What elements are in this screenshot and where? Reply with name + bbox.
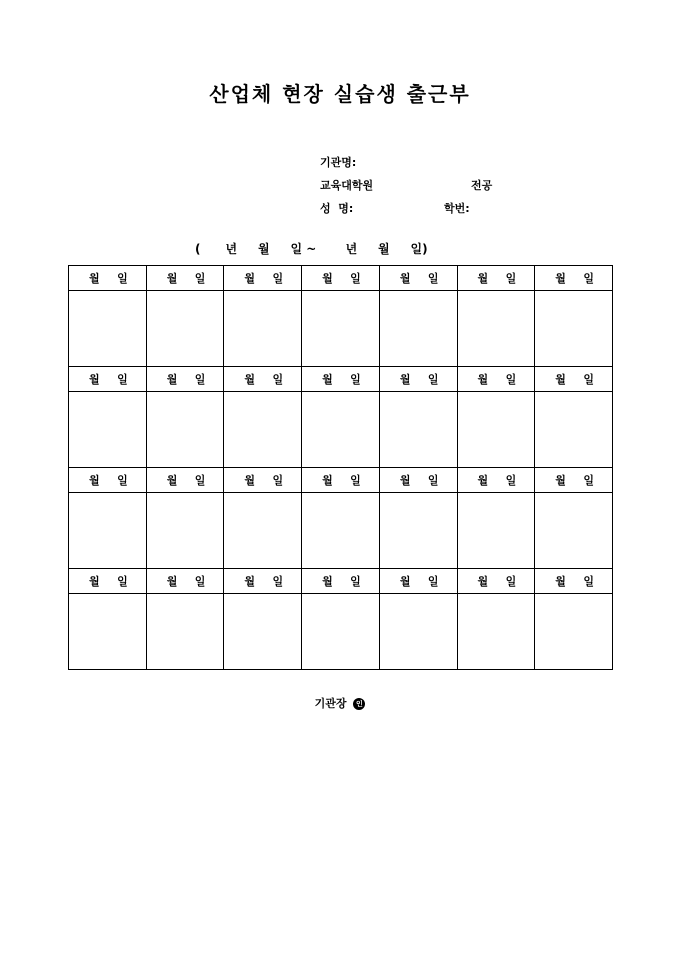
date-header-cell xyxy=(379,367,457,392)
day-label: 일 xyxy=(427,575,439,588)
day-label: 일 xyxy=(194,272,206,285)
date-header-cell xyxy=(69,367,147,392)
day-label: 일 xyxy=(427,474,439,487)
date-header-cell xyxy=(535,569,613,594)
date-header-cell xyxy=(146,569,224,594)
date-header-cell xyxy=(224,569,302,594)
signature-cell[interactable] xyxy=(224,392,302,468)
signature-cell[interactable] xyxy=(69,392,147,468)
month-label: 월 xyxy=(166,474,178,487)
day-label: 일 xyxy=(350,575,361,588)
date-header-row xyxy=(69,569,613,594)
month-label: 월 xyxy=(89,373,100,386)
attendance-table xyxy=(68,265,613,670)
day-label: 일 xyxy=(117,373,128,386)
date-header-cell xyxy=(69,266,147,291)
signature-row xyxy=(69,392,613,468)
day-label: 일 xyxy=(583,373,594,386)
day-label: 일 xyxy=(117,272,128,285)
signature-cell[interactable] xyxy=(535,392,613,468)
day-label: 일 xyxy=(505,272,517,285)
date-header-cell xyxy=(535,266,613,291)
month-label: 월 xyxy=(244,272,256,285)
month-label: 월 xyxy=(89,272,100,285)
month-label: 월 xyxy=(555,474,566,487)
day-label: 일 xyxy=(194,373,206,386)
month-label: 월 xyxy=(322,474,333,487)
signature-cell[interactable] xyxy=(379,594,457,670)
period-line: ( 년 월 일 ~ 년 월 일) xyxy=(195,242,428,256)
month-label: 월 xyxy=(399,272,411,285)
month-label: 월 xyxy=(244,373,256,386)
student-id-label: 학번: xyxy=(444,202,470,215)
day-label: 일 xyxy=(272,575,284,588)
signature-cell[interactable] xyxy=(146,493,224,569)
name-label: 성 명: xyxy=(320,202,354,215)
signature-cell[interactable] xyxy=(302,392,380,468)
date-header-cell xyxy=(224,468,302,493)
day-label: 일 xyxy=(350,272,361,285)
date-header-cell xyxy=(535,367,613,392)
signature-cell[interactable] xyxy=(535,594,613,670)
signature-row xyxy=(69,291,613,367)
signature-cell[interactable] xyxy=(69,493,147,569)
date-header-cell xyxy=(146,468,224,493)
date-header-row xyxy=(69,367,613,392)
day-label: 일 xyxy=(272,373,284,386)
date-header-cell xyxy=(379,569,457,594)
signature-cell[interactable] xyxy=(535,291,613,367)
month-label: 월 xyxy=(555,272,566,285)
month-label: 월 xyxy=(89,474,100,487)
month-label: 월 xyxy=(477,575,489,588)
month-label: 월 xyxy=(89,575,100,588)
month-label: 월 xyxy=(322,272,333,285)
date-header-row xyxy=(69,468,613,493)
month-label: 월 xyxy=(244,575,256,588)
signature-cell[interactable] xyxy=(302,291,380,367)
month-label: 월 xyxy=(166,272,178,285)
month-label: 월 xyxy=(166,373,178,386)
month-label: 월 xyxy=(322,373,333,386)
signature-cell[interactable] xyxy=(379,291,457,367)
date-header-cell xyxy=(302,367,380,392)
institution-head-label: 기관장 xyxy=(314,697,347,710)
month-label: 월 xyxy=(555,373,566,386)
signature-cell[interactable] xyxy=(302,594,380,670)
institution-head-signature xyxy=(0,695,680,711)
date-header-cell xyxy=(457,569,535,594)
date-header-cell xyxy=(302,569,380,594)
graduate-school-label: 교육대학원 xyxy=(320,179,374,192)
signature-cell[interactable] xyxy=(69,291,147,367)
institution-label: 기관명: xyxy=(320,156,357,169)
day-label: 일 xyxy=(505,474,517,487)
signature-cell[interactable] xyxy=(69,594,147,670)
date-header-cell xyxy=(146,266,224,291)
signature-cell[interactable] xyxy=(457,392,535,468)
day-label: 일 xyxy=(505,575,517,588)
signature-row xyxy=(69,594,613,670)
seal-icon: 인 xyxy=(353,698,365,710)
day-label: 일 xyxy=(350,373,361,386)
date-header-row xyxy=(69,266,613,291)
day-label: 일 xyxy=(194,474,206,487)
signature-cell[interactable] xyxy=(457,291,535,367)
date-header-cell xyxy=(379,266,457,291)
month-label: 월 xyxy=(399,373,411,386)
month-label: 월 xyxy=(166,575,178,588)
date-header-cell xyxy=(69,468,147,493)
signature-cell[interactable] xyxy=(146,291,224,367)
day-label: 일 xyxy=(505,373,517,386)
day-label: 일 xyxy=(272,272,284,285)
date-header-cell xyxy=(302,266,380,291)
signature-cell[interactable] xyxy=(379,392,457,468)
signature-cell[interactable] xyxy=(535,493,613,569)
day-label: 일 xyxy=(583,474,594,487)
signature-cell[interactable] xyxy=(302,493,380,569)
date-header-cell xyxy=(457,266,535,291)
signature-cell[interactable] xyxy=(224,594,302,670)
month-label: 월 xyxy=(477,272,489,285)
day-label: 일 xyxy=(427,272,439,285)
date-header-cell xyxy=(224,266,302,291)
month-label: 월 xyxy=(244,474,256,487)
major-label: 전공 xyxy=(471,179,493,192)
month-label: 월 xyxy=(555,575,566,588)
day-label: 일 xyxy=(117,474,128,487)
date-header-cell xyxy=(224,367,302,392)
month-label: 월 xyxy=(477,474,489,487)
day-label: 일 xyxy=(117,575,128,588)
signature-cell[interactable] xyxy=(457,594,535,670)
month-label: 월 xyxy=(477,373,489,386)
signature-cell[interactable] xyxy=(457,493,535,569)
signature-cell[interactable] xyxy=(224,493,302,569)
day-label: 일 xyxy=(194,575,206,588)
date-header-cell xyxy=(535,468,613,493)
day-label: 일 xyxy=(583,272,594,285)
day-label: 일 xyxy=(427,373,439,386)
day-label: 일 xyxy=(350,474,361,487)
date-header-cell xyxy=(302,468,380,493)
signature-cell[interactable] xyxy=(379,493,457,569)
signature-cell[interactable] xyxy=(224,291,302,367)
date-header-cell xyxy=(69,569,147,594)
signature-cell[interactable] xyxy=(146,594,224,670)
date-header-cell xyxy=(457,468,535,493)
signature-cell[interactable] xyxy=(146,392,224,468)
month-label: 월 xyxy=(322,575,333,588)
day-label: 일 xyxy=(583,575,594,588)
date-header-cell xyxy=(457,367,535,392)
date-header-cell xyxy=(146,367,224,392)
signature-row xyxy=(69,493,613,569)
day-label: 일 xyxy=(272,474,284,487)
month-label: 월 xyxy=(399,474,411,487)
document-title: 산업체 현장 실습생 출근부 xyxy=(209,82,471,106)
month-label: 월 xyxy=(399,575,411,588)
date-header-cell xyxy=(379,468,457,493)
